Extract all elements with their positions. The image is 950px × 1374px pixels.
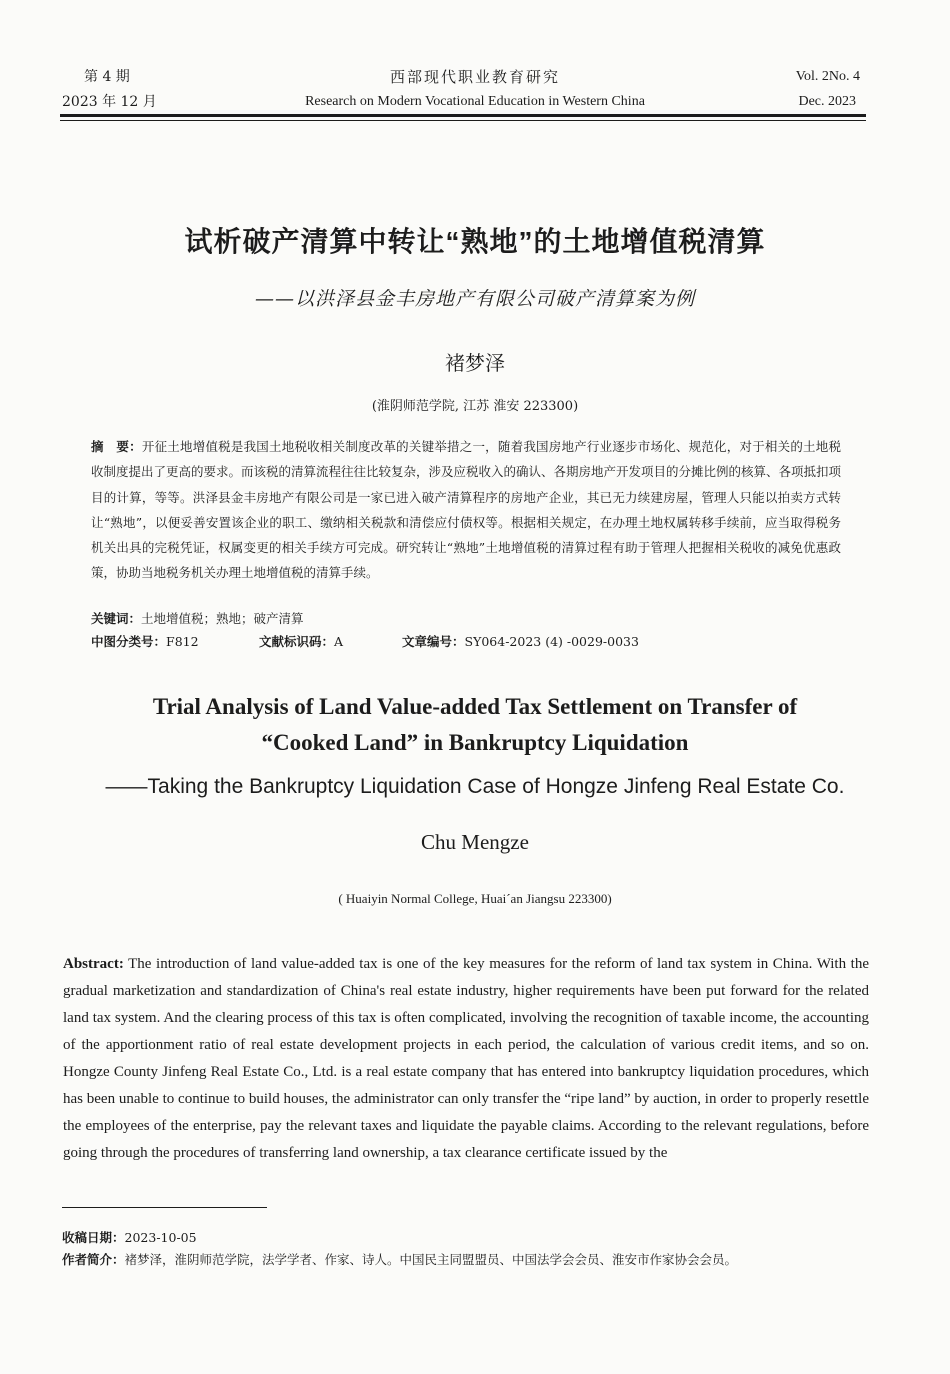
clc-label: 中图分类号： [91, 634, 167, 649]
page-title: 试析破产清算中转让“熟地”的土地增值税清算 [184, 226, 766, 257]
abstract-en [63, 951, 869, 1167]
subtitle-en: ——Taking the Bankruptcy Liquidation Case of Hongze Jinfeng Real Estate Co. [105, 775, 845, 798]
issue-date-en: Dec. 2023 [798, 94, 856, 109]
received-date [62, 1227, 197, 1248]
header-rule-thick [60, 114, 866, 117]
clc-value: F812 [166, 634, 199, 649]
abstract-cn-label: 摘 要： [91, 439, 142, 454]
abstract-en-label: Abstract: [63, 956, 124, 972]
title-en-line2: “Cooked Land” in Bankruptcy Liquidation [261, 730, 689, 755]
clc-number [91, 630, 199, 653]
keywords-text: 土地增值税；熟地；破产清算 [141, 611, 304, 626]
author-affiliation: (淮阴师范学院, 江苏 淮安 223300) [371, 399, 579, 414]
keywords-cn [91, 607, 304, 630]
author-name: 褚梦泽 [445, 351, 505, 375]
abstract-en-text: The introduction of land value-added tax is one of the key measures for the reform of land tax system in China. With the gradual marketization and standardization of China's real estate industry, higher requirements have been put forward for the related land tax system. And the clearing process of this tax is often complicated, involving the recognition of taxable income, the accounting of the apportionment ratio of real estate development projects in each period, the calculation of various credit items, and so on. Hongze County Jinfeng Real Estate Co., Ltd. is a real estate company that has entered into bankruptcy liquidation procedures, which has been unable to continue to build houses, the administrator can only transfer the “ripe land” by auction, in order to properly resettle the employees of the enterprise, pay the relevant taxes and liquidate the payable claims. According to the relevant regulations, before going through the procedures of transferring land ownership, a tax clearance certificate issued by the [63, 956, 869, 1161]
author-bio-label: 作者简介： [62, 1252, 125, 1267]
abstract-cn-text: 开征土地增值税是我国土地税收相关制度改革的关键举措之一，随着我国房地产行业逐步市场化、规范化，对于相关的土地税收制度提出了更高的要求。而该税的清算流程往往比较复杂，涉及应税收入的确认、各期房地产开发项目的分摊比例的核算、各项抵扣项目的计算，等等。洪泽县金丰房地产有限公司是一家已进入破产清算程序的房地产企业，其已无力续建房屋，管理人只能以拍卖方式转让“熟地”，以便妥善安置该企业的职工、缴纳相关税款和清偿应付债权等。根据相关规定，在办理土地权属转移手续前，应当取得税务机关出具的完税凭证，权属变更的相关手续方可完成。研究转让“熟地”土地增值税的清算过程有助于管理人把握相关税收的减免优惠政策，协助当地税务机关办理土地增值税的清算手续。 [91, 439, 842, 581]
title-en-line1: Trial Analysis of Land Value-added Tax Settlement on Transfer of [152, 694, 798, 719]
header-rule-thin [60, 120, 866, 121]
doc-code-label: 文献标识码： [259, 634, 335, 649]
keywords-label: 关键词： [91, 611, 142, 626]
author-affiliation-en: ( Huaiyin Normal College, Huai´an Jiangsu 223300) [338, 891, 612, 906]
issue-number: 第 4 期 [84, 69, 130, 85]
received-label: 收稿日期： [62, 1230, 125, 1245]
journal-name-cn: 西部现代职业教育研究 [389, 68, 560, 86]
author-name-en: Chu Mengze [421, 830, 529, 854]
author-bio [62, 1249, 737, 1270]
article-number-label: 文章编号： [402, 634, 465, 649]
article-number [402, 630, 639, 653]
journal-name-en: Research on Modern Vocational Education in Western China [305, 94, 645, 109]
received-value: 2023-10-05 [124, 1230, 197, 1245]
footnote-divider [62, 1207, 267, 1208]
volume-number: Vol. 2No. 4 [795, 69, 860, 84]
subtitle: ——以洪泽县金丰房地产有限公司破产清算案为例 [254, 288, 695, 310]
doc-code [259, 630, 343, 653]
issue-date: 2023 年 12 月 [62, 94, 157, 110]
abstract-cn [91, 434, 841, 586]
article-number-value: SY064-2023 (4) -0029-0033 [464, 634, 639, 649]
doc-code-value: A [334, 634, 344, 649]
author-bio-value: 褚梦泽，淮阴师范学院，法学学者、作家、诗人。中国民主同盟盟员、中国法学会会员、淮安市作家协会会员。 [124, 1252, 738, 1267]
